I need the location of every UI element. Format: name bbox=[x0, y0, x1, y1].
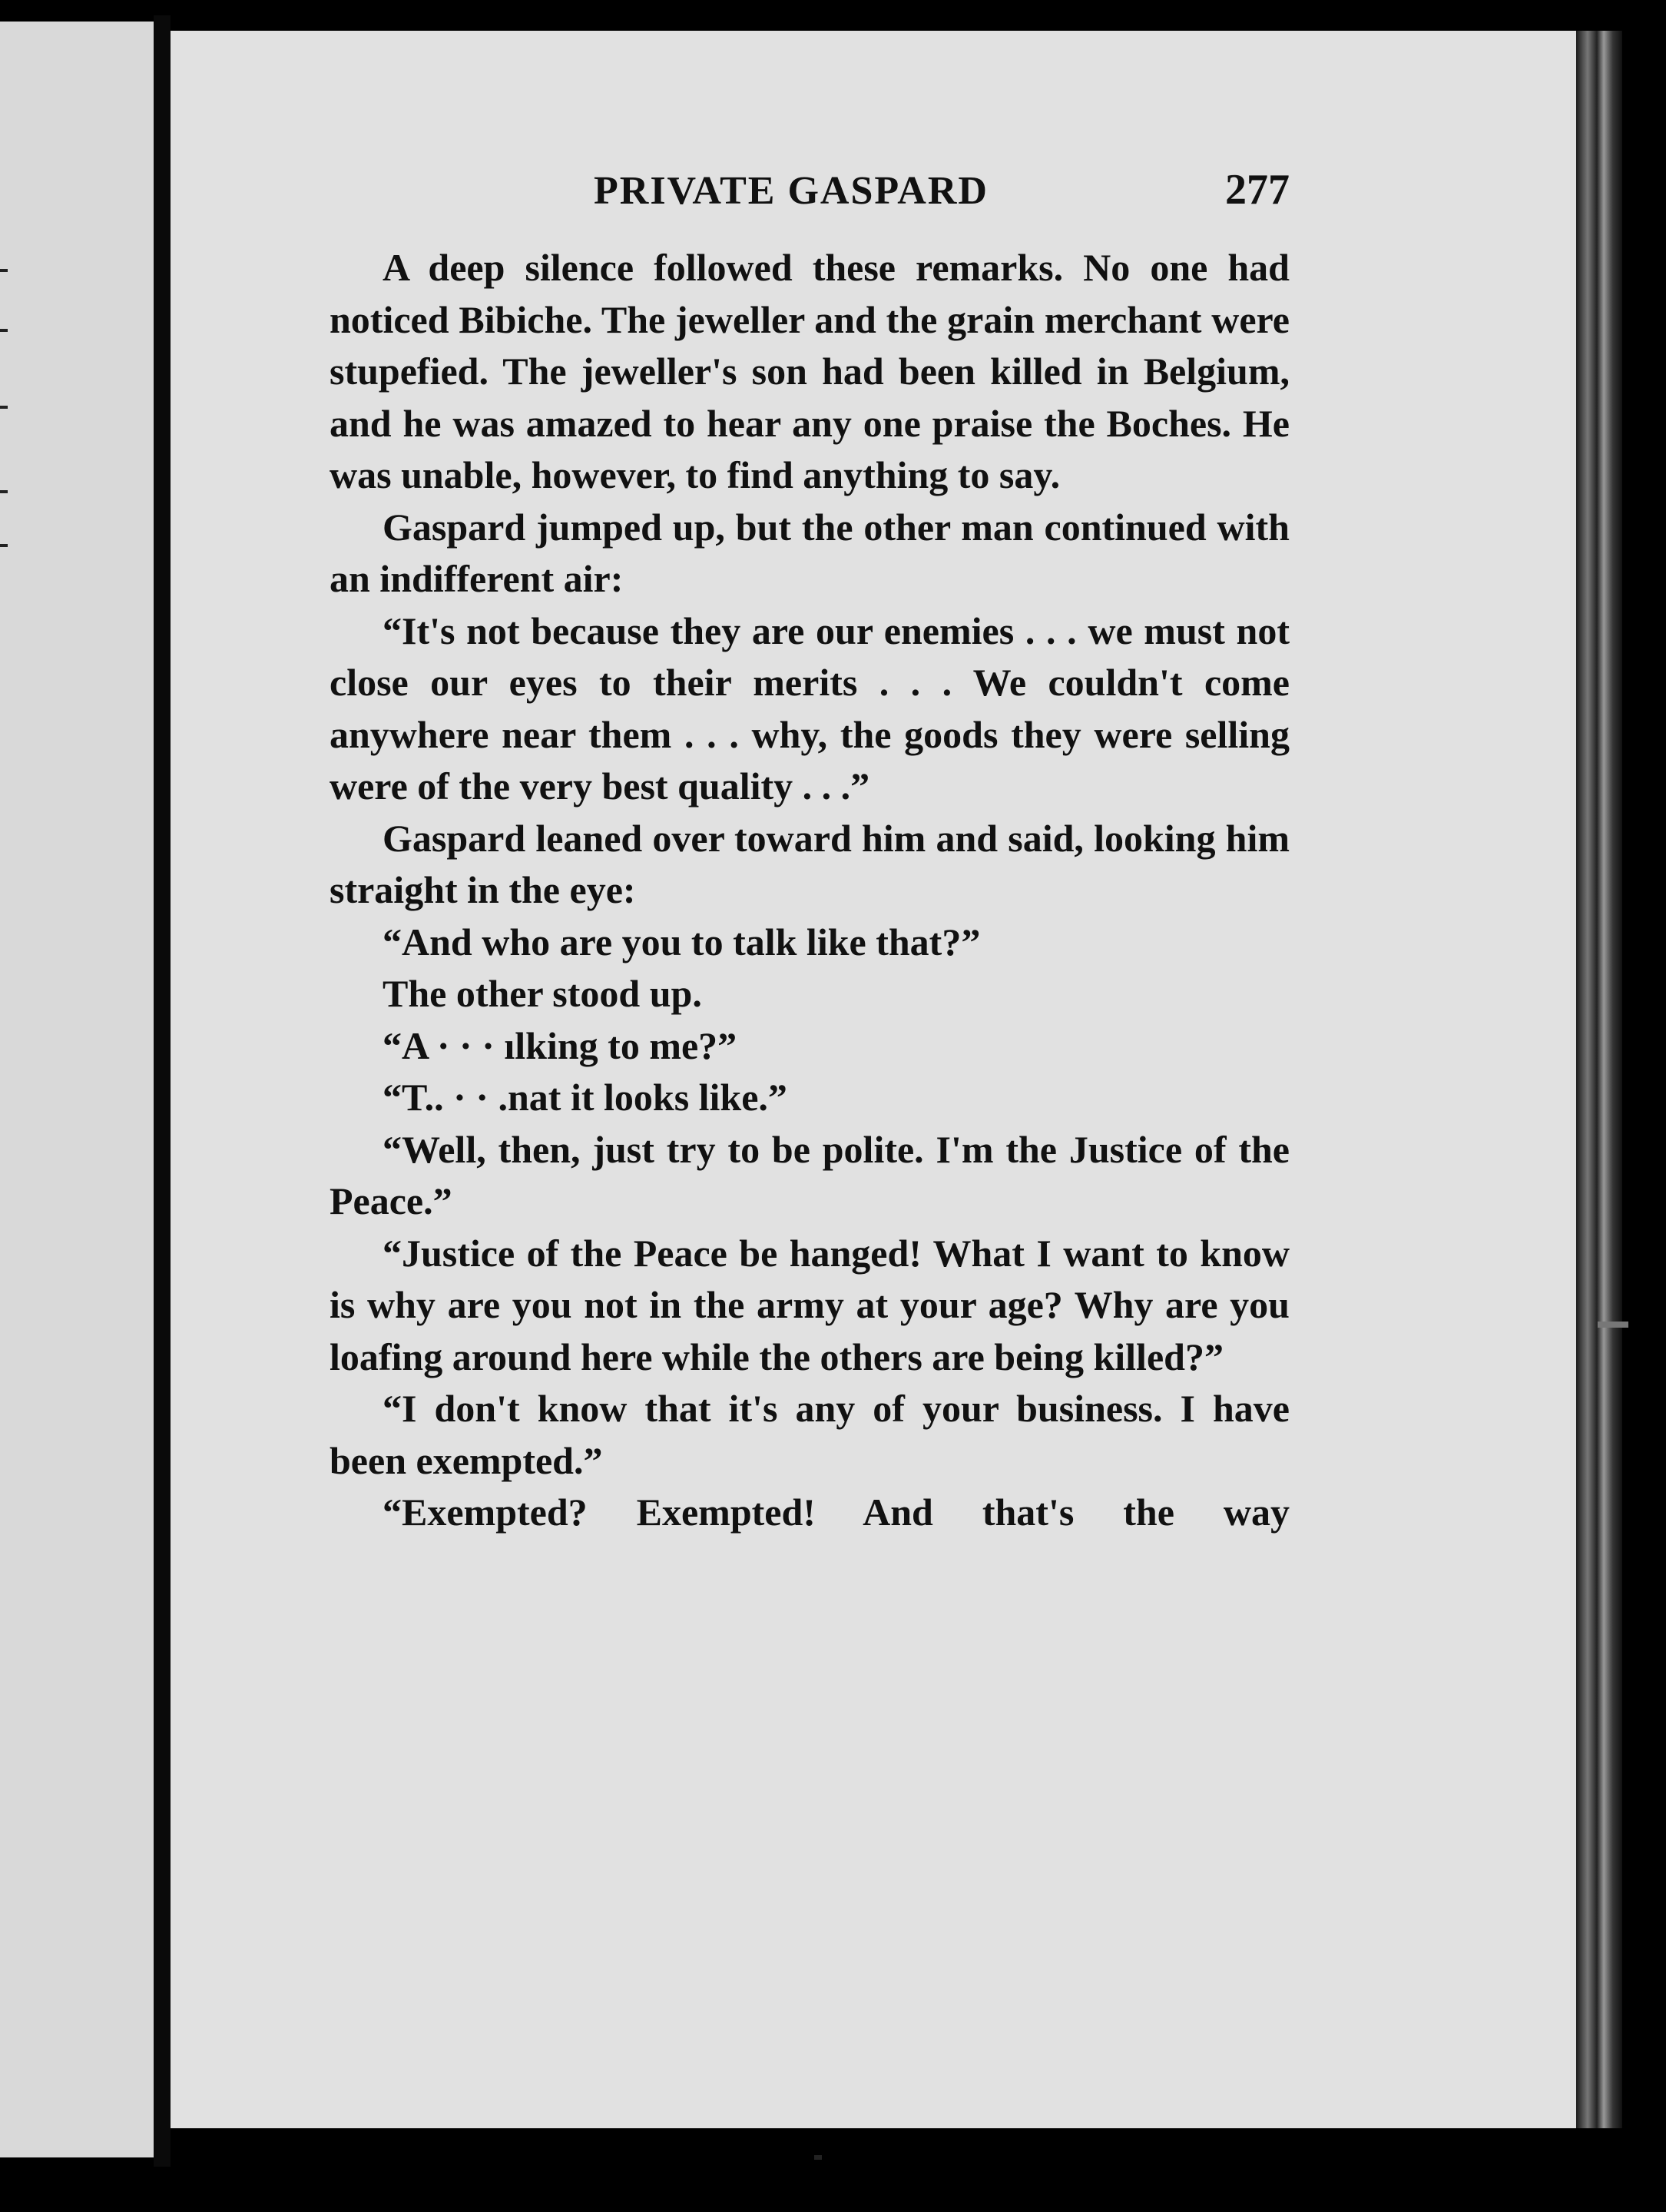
paragraph: “T.. · · .nat it looks like.” bbox=[383, 1076, 787, 1119]
paragraph: “Exempted? Exempted! And that's the way bbox=[383, 1491, 1290, 1534]
facing-page-edge bbox=[0, 22, 154, 2157]
margin-mark bbox=[0, 490, 8, 493]
page-text bbox=[330, 165, 1290, 1539]
book-gutter bbox=[154, 15, 171, 2167]
paragraph: “It's not because they are our enemies . . . we must not close our eyes to their merits . . . We couldn't come anywhere near them . . . why, the goods they were selling were of the very best quality . . .” bbox=[330, 609, 1290, 808]
paragraph: A deep silence followed these remarks. No one had noticed Bibiche. The jeweller and the grain merchant were stupefied. The jeweller's son had been killed in Belgium, and he was amazed to hear any one praise the Boches. He was unable, however, to find anything to say. bbox=[330, 246, 1290, 496]
scan-artifact bbox=[814, 2155, 822, 2160]
paragraph: Gaspard jumped up, but the other man continued with an indifferent air: bbox=[330, 505, 1290, 600]
paragraph: “And who are you to talk like that?” bbox=[383, 920, 981, 963]
paragraph: The other stood up. bbox=[383, 972, 702, 1015]
page-number: 277 bbox=[1225, 166, 1290, 214]
paragraph: “I don't know that it's any of your business. I have been exempted.” bbox=[330, 1387, 1290, 1482]
margin-mark bbox=[0, 329, 8, 332]
paragraph: “Well, then, just try to be polite. I'm the Justice of the Peace.” bbox=[330, 1127, 1290, 1222]
margin-mark bbox=[0, 406, 8, 409]
scan-artifact bbox=[1598, 1322, 1628, 1328]
paragraph: “Justice of the Peace be hanged! What I want to know is why are you not in the army at your age? Why are you loafing around here while the others are being killed?” bbox=[330, 1231, 1290, 1378]
paragraph: Gaspard leaned over toward him and said, looking him straight in the eye: bbox=[330, 816, 1290, 911]
margin-mark bbox=[0, 544, 8, 547]
page-header bbox=[330, 165, 1290, 242]
margin-mark bbox=[0, 269, 8, 272]
running-head: PRIVATE GASPARD bbox=[594, 169, 989, 213]
paragraph: “A · · · ılking to me?” bbox=[383, 1023, 737, 1067]
page-edges bbox=[1576, 31, 1622, 2128]
